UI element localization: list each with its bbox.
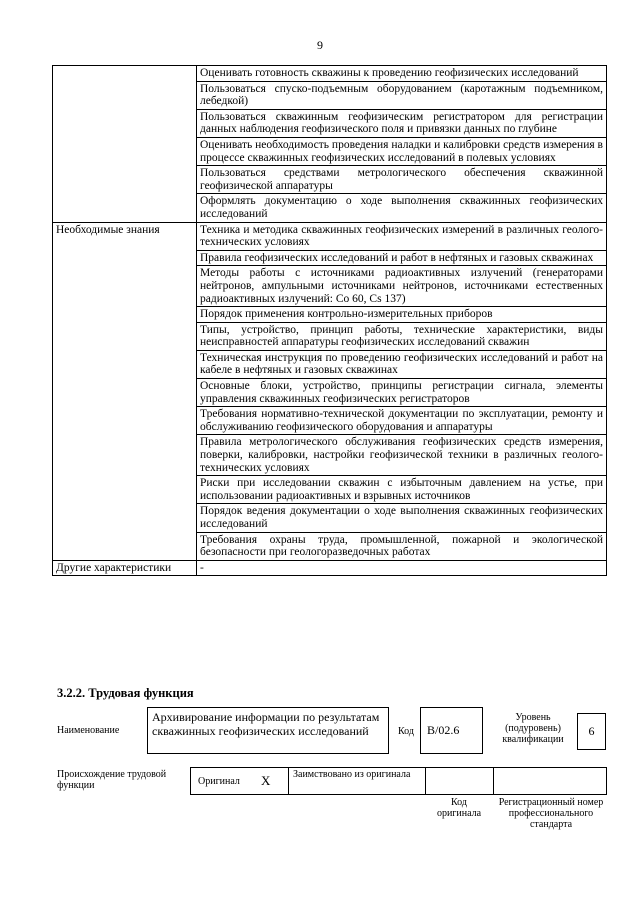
- row-group-label: Необходимые знания: [53, 222, 197, 560]
- origin-divider-1: [288, 767, 289, 795]
- table-cell: Методы работы с источниками радиоактивных излучений (генераторами нейтронов, ампульными источниками нейтронов, источниками естественных радиоактивных излучений: Co 60, Cs 137): [197, 266, 607, 307]
- original-mark: X: [261, 773, 271, 788]
- table-row: [53, 560, 607, 576]
- original-label: Оригинал: [198, 776, 240, 787]
- table-cell: Риски при исследовании скважин с избыточным давлением на устье, при использовании радиоактивных и взрывных источников: [197, 476, 607, 504]
- origin-divider-2: [425, 767, 426, 795]
- table-cell: Правила метрологического обслуживания геофизических средств измерения, поверки, калибровки, настройки геофизической техники в различных геолого-технических условиях: [197, 435, 607, 476]
- reg-number-caption: Регистрационный номер профессионального стандарта: [498, 797, 604, 830]
- table-cell: Пользоваться спуско-подъемным оборудованием (каротажным подъемником, лебедкой): [197, 81, 607, 109]
- table-cell: Требования нормативно-технической документации по эксплуатации, ремонту и обслуживанию геофизического оборудования и аппаратуры: [197, 407, 607, 435]
- table-cell: Оформлять документацию о ходе выполнения скважинных геофизических исследований: [197, 194, 607, 222]
- origin-label: Происхождение трудовой функции: [57, 769, 167, 791]
- table-cell: Порядок ведения документации о ходе выполнения скважинных геофизических исследований: [197, 504, 607, 532]
- table-cell: Порядок применения контрольно-измерительных приборов: [197, 307, 607, 323]
- row-group-label: [53, 66, 197, 223]
- table-cell: Пользоваться средствами метрологического обеспечения скважинной геофизической аппаратуры: [197, 166, 607, 194]
- code-value-box: [420, 707, 483, 754]
- name-label: Наименование: [57, 725, 120, 736]
- table-cell: Основные блоки, устройство, принципы регистрации сигнала, элементы управления скважинных геофизических регистраторов: [197, 379, 607, 407]
- row-group-label: Другие характеристики: [53, 560, 197, 576]
- level-value-box: [577, 713, 606, 750]
- skills-table: [52, 65, 607, 576]
- name-value-box: [147, 707, 389, 754]
- level-label: Уровень (подуровень) квалификации: [502, 712, 564, 745]
- table-cell: Типы, устройство, принцип работы, технические характеристики, виды неисправностей аппаратуры геофизических исследований скважин: [197, 322, 607, 350]
- level-value: 6: [588, 724, 595, 738]
- code-label: Код: [398, 726, 414, 737]
- table-cell: Оценивать готовность скважины к проведению геофизических исследований: [197, 66, 607, 82]
- table-cell: Техническая инструкция по проведению геофизических исследований и работ на кабеле в нефтяных и газовых скважинах: [197, 350, 607, 378]
- table-cell: Правила геофизических исследований и работ в нефтяных и газовых скважинах: [197, 250, 607, 266]
- table-row: [53, 222, 607, 250]
- table-row: [53, 66, 607, 82]
- name-value: Архивирование информации по результатам скважинных геофизических исследований: [152, 710, 380, 738]
- section-title: 3.2.2. Трудовая функция: [57, 686, 194, 700]
- table-cell: Техника и методика скважинных геофизических измерений в различных геолого-технических условиях: [197, 222, 607, 250]
- table-cell: -: [197, 560, 607, 576]
- table-cell: Требования охраны труда, промышленной, пожарной и экологической безопасности при геологоразведочных работах: [197, 532, 607, 560]
- code-original-caption: Код оригинала: [436, 797, 482, 819]
- origin-divider-3: [493, 767, 494, 795]
- code-value: В/02.6: [427, 723, 460, 737]
- borrowed-label: Заимствовано из оригинала: [293, 769, 411, 780]
- table-cell: Пользоваться скважинным геофизическим регистратором для регистрации данных наблюдения геофизического поля и привязки данных по глубине: [197, 109, 607, 137]
- page-number: 9: [317, 38, 323, 52]
- table-cell: Оценивать необходимость проведения наладки и калибровки средств измерения в процессе скважинных геофизических исследований в полевых условиях: [197, 137, 607, 165]
